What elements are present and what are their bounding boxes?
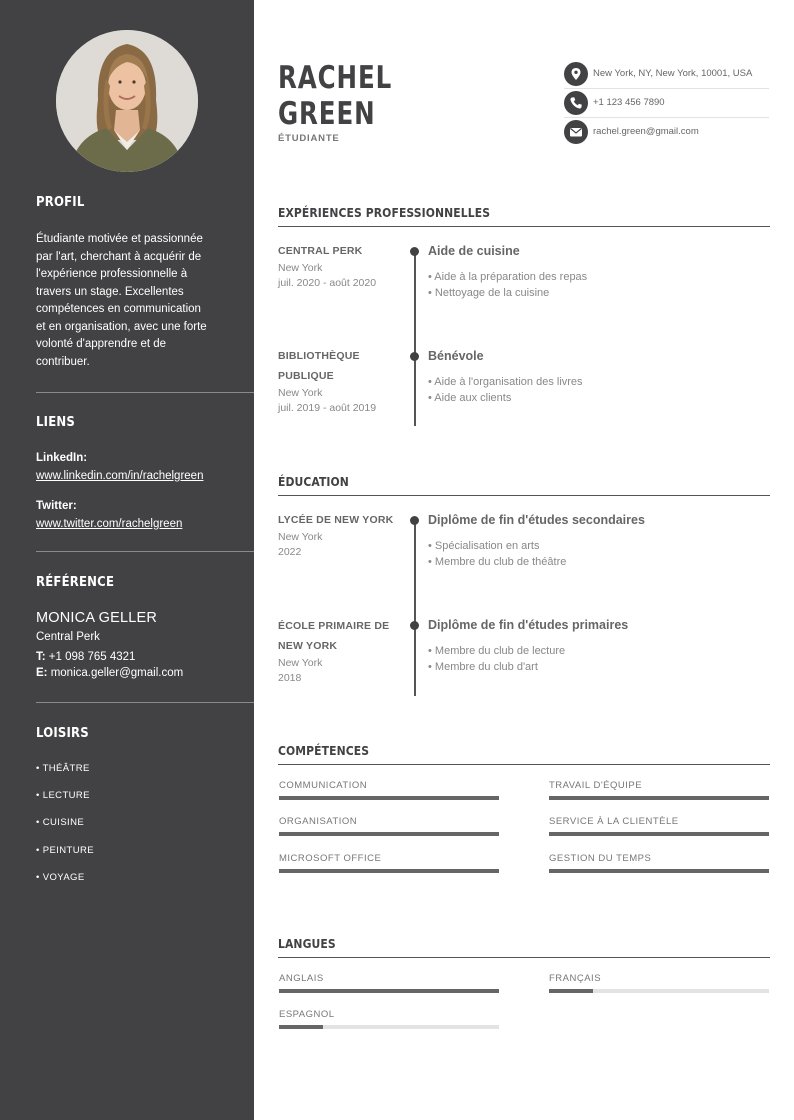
profile-line: par l'art, cherchant à acquérir de (36, 250, 202, 263)
language-bar (279, 989, 499, 993)
skill-label: COMMUNICATION (279, 780, 368, 791)
skill-label: ORGANISATION (279, 816, 358, 827)
profile-line: et en organisation, avec une forte (36, 320, 207, 333)
experience-heading: EXPÉRIENCES PROFESSIONNELLES (278, 206, 770, 227)
skill-bar (279, 832, 499, 836)
experience-timeline (414, 250, 416, 426)
sidebar-divider (36, 702, 254, 703)
experience-city: New York (278, 262, 323, 274)
twitter-link[interactable]: www.twitter.com/rachelgreen (36, 517, 183, 530)
skill-bar-fill (549, 832, 769, 836)
experience-entry-meta (278, 346, 398, 416)
education-bullet: • Membre du club de lecture (428, 645, 566, 657)
skill-item (549, 853, 769, 873)
skill-bar (549, 832, 769, 836)
hobbies-heading: LOISIRS (36, 726, 89, 741)
profile-line: Étudiante motivée et passionnée (36, 233, 203, 245)
experience-dates: juil. 2020 - août 2020 (278, 277, 377, 289)
experience-dates: juil. 2019 - août 2019 (278, 402, 377, 414)
language-bar (279, 1025, 499, 1029)
skill-item (279, 780, 499, 800)
profile-text (36, 231, 216, 371)
profile-photo (56, 30, 198, 172)
sidebar-divider (36, 392, 254, 393)
experience-title: Bénévole (428, 349, 484, 363)
location-pin-icon (564, 62, 588, 86)
email-text[interactable]: rachel.green@gmail.com (593, 126, 699, 137)
twitter-label: Twitter: (36, 500, 77, 512)
hobby-item: • THÉÂTRE (36, 763, 90, 774)
language-label: ESPAGNOL (279, 1009, 335, 1020)
education-bullet: • Spécialisation en arts (428, 540, 540, 552)
education-year: 2018 (278, 672, 302, 684)
linkedin-link[interactable]: www.linkedin.com/in/rachelgreen (36, 469, 204, 482)
links-heading: LIENS (36, 415, 76, 430)
experience-title: Aide de cuisine (428, 244, 520, 258)
profile-heading: PROFIL (36, 195, 85, 210)
profile-line: travers un stage. Excellentes (36, 285, 184, 298)
education-entry-details (428, 617, 758, 675)
skill-bar (549, 796, 769, 800)
education-entry-details (428, 512, 758, 570)
timeline-dot (410, 352, 419, 361)
reference-phone-label: T: (36, 651, 46, 663)
reference-email-label: E: (36, 667, 48, 679)
skill-bar (279, 796, 499, 800)
language-bar (549, 989, 769, 993)
experience-city: New York (278, 387, 323, 399)
contact-address (564, 60, 769, 89)
contact-phone (564, 89, 769, 118)
language-bar-fill (279, 1025, 323, 1029)
skills-heading: COMPÉTENCES (278, 744, 770, 765)
experience-entry-details (428, 243, 758, 301)
hobby-item: • CUISINE (36, 817, 85, 828)
experience-org: BIBLIOTHÈQUE (278, 350, 360, 362)
language-item (279, 973, 499, 993)
links-list (36, 450, 236, 533)
language-item (549, 973, 769, 993)
timeline-dot (410, 621, 419, 630)
skill-label: SERVICE À LA CLIENTÈLE (549, 816, 679, 827)
profile-line: compétences en communication (36, 303, 201, 315)
sidebar-divider (36, 551, 254, 552)
reference-name: MONICA GELLER (36, 610, 158, 626)
experience-bullet: • Aide à la préparation des repas (428, 271, 588, 283)
education-city: New York (278, 657, 323, 669)
education-entry-meta (278, 510, 408, 560)
phone-text: +1 123 456 7890 (593, 97, 665, 108)
profile-line: volonté d'apprendre et de (36, 338, 167, 350)
phone-icon (564, 91, 588, 115)
timeline-dot (410, 247, 419, 256)
language-bar-fill (279, 989, 499, 993)
education-org: NEW YORK (278, 640, 338, 652)
contact-email (564, 118, 769, 146)
skill-bar (549, 869, 769, 873)
education-org: ÉCOLE PRIMAIRE DE (278, 620, 390, 632)
language-label: ANGLAIS (279, 973, 324, 984)
education-heading: ÉDUCATION (278, 475, 770, 496)
education-entry-meta (278, 616, 408, 686)
skill-item (549, 816, 769, 836)
timeline-dot (410, 516, 419, 525)
languages-heading: LANGUES (278, 937, 770, 958)
skill-bar (279, 869, 499, 873)
sidebar (0, 0, 254, 1120)
last-name: GREEN (278, 96, 376, 132)
address-text: New York, NY, New York, 10001, USA (593, 68, 753, 79)
experience-entry-meta (278, 241, 398, 291)
envelope-icon (564, 120, 588, 144)
skill-item (279, 853, 499, 873)
skill-bar-fill (279, 832, 499, 836)
main-content (254, 0, 794, 1120)
skill-bar-fill (279, 796, 499, 800)
experience-bullet: • Aide aux clients (428, 392, 512, 404)
skill-label: TRAVAIL D'ÉQUIPE (549, 780, 643, 791)
education-title: Diplôme de fin d'études secondaires (428, 513, 645, 527)
hobby-item: • VOYAGE (36, 872, 85, 883)
reference-heading: RÉFÉRENCE (36, 575, 115, 590)
profile-line: l'expérience professionnelle à (36, 268, 188, 280)
education-title: Diplôme de fin d'études primaires (428, 618, 629, 632)
education-timeline (414, 520, 416, 696)
experience-bullet: • Nettoyage de la cuisine (428, 287, 550, 299)
candidate-name (278, 60, 392, 132)
reference-company: Central Perk (36, 631, 100, 643)
profile-line: contribuer. (36, 355, 90, 368)
skill-bar-fill (549, 796, 769, 800)
skill-label: GESTION DU TEMPS (549, 853, 652, 864)
education-org: LYCÉE DE NEW YORK (278, 514, 394, 526)
education-city: New York (278, 531, 323, 543)
experience-bullet: • Aide à l'organisation des livres (428, 376, 583, 388)
reference-phone: +1 098 765 4321 (48, 651, 136, 663)
education-bullet: • Membre du club d'art (428, 661, 538, 673)
skill-item (549, 780, 769, 800)
hobby-item: • PEINTURE (36, 845, 94, 856)
reference-email[interactable]: monica.geller@gmail.com (50, 667, 184, 679)
first-name: RACHEL (278, 60, 393, 96)
linkedin-label: LinkedIn: (36, 452, 88, 464)
hobby-item: • LECTURE (36, 790, 90, 801)
experience-org: PUBLIQUE (278, 370, 334, 382)
reference-details (36, 629, 246, 681)
language-item (279, 1009, 499, 1029)
language-label: FRANÇAIS (549, 973, 602, 984)
language-bar-fill (549, 989, 593, 993)
skill-label: MICROSOFT OFFICE (279, 853, 382, 864)
experience-entry-details (428, 348, 758, 406)
experience-org: CENTRAL PERK (278, 245, 363, 257)
skill-bar-fill (279, 869, 499, 873)
candidate-role: ÉTUDIANTE (278, 133, 340, 144)
skill-bar-fill (549, 869, 769, 873)
skill-item (279, 816, 499, 836)
education-year: 2022 (278, 546, 302, 558)
education-bullet: • Membre du club de théâtre (428, 556, 567, 568)
